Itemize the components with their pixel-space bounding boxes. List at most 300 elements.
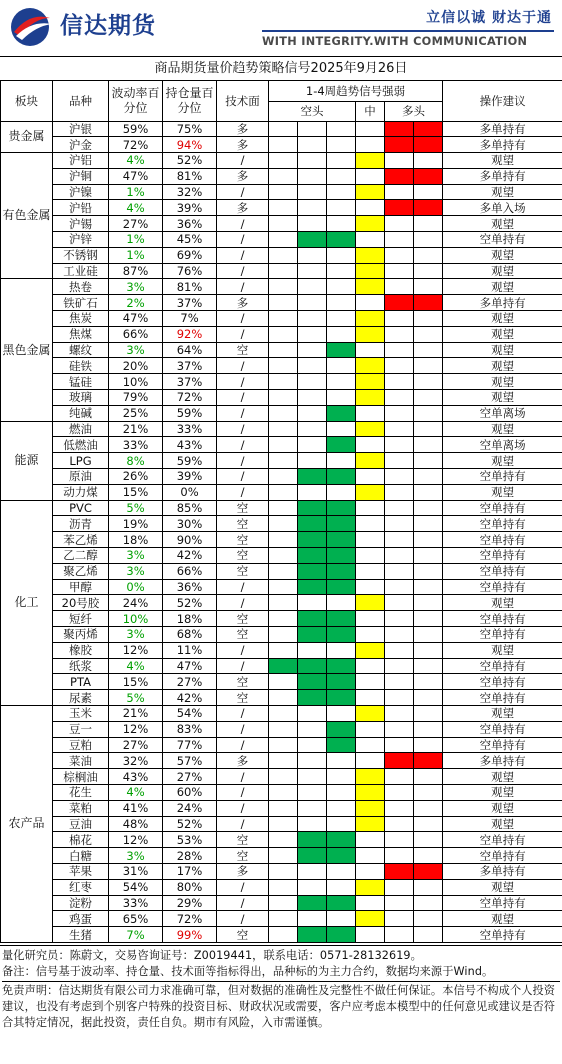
disclaimer: 免责声明：信达期货有限公司力求准确可靠，但对数据的准确性及完整性不做任何保证。本信号不构成个人投资建议，也没有考虑到个别客户特殊的投资目标、财政状况或需要，客户应考虑本模型中的任何意见或建议是否符合其特定情况，据此投资，责任自负。期市有风险，入市需谨慎。	[2, 981, 560, 1031]
operation-advice: 空单持有	[443, 469, 562, 485]
signal-cell	[327, 548, 356, 564]
signal-cell	[327, 611, 356, 627]
open-interest-percentile: 37%	[163, 295, 217, 311]
signal-cell	[327, 832, 356, 848]
open-interest-percentile: 37%	[163, 358, 217, 374]
signal-cell	[327, 358, 356, 374]
signal-cell	[385, 895, 414, 911]
signal-cell	[356, 532, 385, 548]
volatility-percentile: 21%	[109, 705, 163, 721]
signal-cell	[356, 453, 385, 469]
open-interest-percentile: 0%	[163, 484, 217, 500]
signal-cell	[269, 137, 298, 153]
table-row	[1, 437, 562, 453]
signal-cell	[385, 658, 414, 674]
technical-signal: 空	[217, 611, 269, 627]
signal-cell	[356, 168, 385, 184]
signal-cell	[385, 279, 414, 295]
volatility-percentile: 12%	[109, 832, 163, 848]
open-interest-percentile: 52%	[163, 153, 217, 169]
operation-advice: 观望	[443, 247, 562, 263]
signal-cell	[298, 563, 327, 579]
company-logo-icon	[6, 6, 54, 48]
volatility-percentile: 20%	[109, 358, 163, 374]
operation-advice: 观望	[443, 311, 562, 327]
sector-name: 黑色金属	[1, 279, 53, 421]
signal-cell	[356, 500, 385, 516]
open-interest-percentile: 11%	[163, 642, 217, 658]
product-name: 菜粕	[53, 800, 109, 816]
product-name: 沪锡	[53, 216, 109, 232]
signal-cell	[298, 469, 327, 485]
signal-cell	[298, 247, 327, 263]
table-row	[1, 769, 562, 785]
volatility-percentile: 7%	[109, 927, 163, 943]
signal-cell	[298, 153, 327, 169]
operation-advice: 空单离场	[443, 405, 562, 421]
signal-cell	[327, 690, 356, 706]
signal-cell	[298, 311, 327, 327]
signal-cell	[269, 737, 298, 753]
sector-name: 贵金属	[1, 121, 53, 153]
slogan-cn: 立信以诚 财达于通	[426, 10, 552, 26]
product-name: 沪铝	[53, 153, 109, 169]
signal-cell	[327, 705, 356, 721]
technical-signal: /	[217, 453, 269, 469]
product-name: 沪铜	[53, 168, 109, 184]
signal-cell	[269, 595, 298, 611]
signal-cell	[385, 453, 414, 469]
signal-cell	[298, 848, 327, 864]
volatility-percentile: 65%	[109, 911, 163, 927]
operation-advice: 空单持有	[443, 563, 562, 579]
signal-cell	[385, 737, 414, 753]
product-name: 苹果	[53, 863, 109, 879]
open-interest-percentile: 68%	[163, 627, 217, 643]
table-row	[1, 563, 562, 579]
signal-cell	[327, 879, 356, 895]
signal-cell	[269, 848, 298, 864]
operation-advice: 观望	[443, 153, 562, 169]
technical-signal: /	[217, 184, 269, 200]
signal-cell	[298, 627, 327, 643]
table-row	[1, 358, 562, 374]
signal-cell	[385, 690, 414, 706]
operation-advice: 观望	[443, 879, 562, 895]
open-interest-percentile: 18%	[163, 611, 217, 627]
open-interest-percentile: 27%	[163, 674, 217, 690]
volatility-percentile: 3%	[109, 627, 163, 643]
signal-cell	[385, 642, 414, 658]
signal-cell	[385, 848, 414, 864]
signal-cell	[298, 216, 327, 232]
volatility-percentile: 3%	[109, 279, 163, 295]
operation-advice: 观望	[443, 421, 562, 437]
technical-signal: /	[217, 784, 269, 800]
header-volatility: 波动率百分位	[109, 81, 163, 121]
open-interest-percentile: 92%	[163, 326, 217, 342]
signal-cell	[269, 279, 298, 295]
technical-signal: /	[217, 311, 269, 327]
header-signal-mid: 中	[356, 101, 385, 121]
signal-cell	[298, 342, 327, 358]
operation-advice: 多单持有	[443, 121, 562, 137]
signal-cell	[327, 674, 356, 690]
open-interest-percentile: 59%	[163, 453, 217, 469]
volatility-percentile: 27%	[109, 216, 163, 232]
signal-cell	[269, 927, 298, 943]
product-name: 原油	[53, 469, 109, 485]
signal-cell	[385, 927, 414, 943]
table-row	[1, 153, 562, 169]
signal-cell	[414, 216, 443, 232]
operation-advice: 多单入场	[443, 200, 562, 216]
signal-table	[0, 81, 562, 943]
operation-advice: 观望	[443, 390, 562, 406]
product-name: 沪金	[53, 137, 109, 153]
researcher-info: 量化研究员：陈蔚文，交易咨询证号：Z0019441，联系电话：0571-28132619。	[2, 949, 422, 962]
signal-cell	[298, 168, 327, 184]
signal-cell	[327, 816, 356, 832]
signal-cell	[327, 927, 356, 943]
operation-advice: 多单持有	[443, 863, 562, 879]
signal-cell	[269, 674, 298, 690]
open-interest-percentile: 69%	[163, 247, 217, 263]
signal-cell	[327, 642, 356, 658]
operation-advice: 空单持有	[443, 674, 562, 690]
volatility-percentile: 12%	[109, 721, 163, 737]
technical-signal: 空	[217, 532, 269, 548]
product-name: 聚乙烯	[53, 563, 109, 579]
signal-cell	[327, 532, 356, 548]
volatility-percentile: 19%	[109, 516, 163, 532]
signal-cell	[385, 627, 414, 643]
signal-cell	[327, 469, 356, 485]
signal-cell	[385, 153, 414, 169]
signal-cell	[327, 595, 356, 611]
table-row	[1, 390, 562, 406]
signal-cell	[298, 232, 327, 248]
open-interest-percentile: 42%	[163, 548, 217, 564]
signal-cell	[327, 627, 356, 643]
open-interest-percentile: 85%	[163, 500, 217, 516]
volatility-percentile: 4%	[109, 153, 163, 169]
table-row	[1, 595, 562, 611]
signal-cell	[356, 326, 385, 342]
signal-cell	[356, 358, 385, 374]
signal-cell	[414, 627, 443, 643]
technical-signal: 空	[217, 848, 269, 864]
signal-cell	[385, 469, 414, 485]
signal-cell	[327, 911, 356, 927]
table-row	[1, 705, 562, 721]
signal-cell	[298, 532, 327, 548]
signal-cell	[269, 579, 298, 595]
signal-cell	[269, 611, 298, 627]
technical-signal: /	[217, 421, 269, 437]
signal-cell	[414, 279, 443, 295]
signal-cell	[385, 421, 414, 437]
signal-cell	[414, 326, 443, 342]
signal-cell	[327, 263, 356, 279]
open-interest-percentile: 52%	[163, 816, 217, 832]
signal-cell	[414, 690, 443, 706]
sector-name: 能源	[1, 421, 53, 500]
signal-cell	[385, 232, 414, 248]
product-name: 生猪	[53, 927, 109, 943]
signal-cell	[385, 816, 414, 832]
signal-cell	[298, 674, 327, 690]
table-row	[1, 721, 562, 737]
signal-cell	[414, 769, 443, 785]
signal-cell	[385, 832, 414, 848]
signal-cell	[298, 421, 327, 437]
signal-cell	[327, 453, 356, 469]
signal-report	[0, 56, 562, 943]
sector-name: 有色金属	[1, 153, 53, 279]
table-row	[1, 500, 562, 516]
signal-cell	[298, 658, 327, 674]
operation-advice: 观望	[443, 705, 562, 721]
open-interest-percentile: 29%	[163, 895, 217, 911]
signal-cell	[414, 611, 443, 627]
open-interest-percentile: 94%	[163, 137, 217, 153]
product-name: PVC	[53, 500, 109, 516]
signal-cell	[385, 516, 414, 532]
signal-cell	[356, 247, 385, 263]
product-name: PTA	[53, 674, 109, 690]
operation-advice: 观望	[443, 911, 562, 927]
open-interest-percentile: 45%	[163, 232, 217, 248]
signal-cell	[269, 690, 298, 706]
open-interest-percentile: 59%	[163, 405, 217, 421]
signal-cell	[385, 911, 414, 927]
technical-signal: /	[217, 658, 269, 674]
signal-cell	[414, 153, 443, 169]
technical-signal: /	[217, 437, 269, 453]
signal-cell	[327, 405, 356, 421]
signal-cell	[385, 800, 414, 816]
signal-cell	[327, 579, 356, 595]
signal-cell	[414, 421, 443, 437]
signal-cell	[269, 326, 298, 342]
signal-cell	[356, 737, 385, 753]
signal-cell	[269, 358, 298, 374]
signal-cell	[327, 326, 356, 342]
signal-cell	[298, 816, 327, 832]
signal-cell	[414, 137, 443, 153]
volatility-percentile: 66%	[109, 326, 163, 342]
signal-cell	[385, 247, 414, 263]
table-row	[1, 658, 562, 674]
brand-name: 信达期货	[60, 13, 156, 39]
signal-cell	[385, 879, 414, 895]
signal-cell	[356, 279, 385, 295]
signal-cell	[385, 532, 414, 548]
table-row	[1, 816, 562, 832]
product-name: 硅铁	[53, 358, 109, 374]
signal-cell	[298, 326, 327, 342]
operation-advice: 空单持有	[443, 532, 562, 548]
signal-cell	[327, 895, 356, 911]
signal-cell	[385, 121, 414, 137]
operation-advice: 观望	[443, 484, 562, 500]
signal-cell	[414, 658, 443, 674]
signal-cell	[414, 832, 443, 848]
signal-cell	[269, 311, 298, 327]
table-row	[1, 627, 562, 643]
technical-signal: /	[217, 279, 269, 295]
signal-cell	[414, 437, 443, 453]
signal-cell	[356, 548, 385, 564]
sector-name: 农产品	[1, 705, 53, 942]
header-signal: 1-4周趋势信号强弱	[269, 81, 443, 101]
signal-cell	[298, 800, 327, 816]
signal-cell	[414, 484, 443, 500]
signal-cell	[327, 500, 356, 516]
open-interest-percentile: 77%	[163, 737, 217, 753]
signal-cell	[414, 405, 443, 421]
signal-cell	[269, 658, 298, 674]
technical-signal: /	[217, 705, 269, 721]
header-signal-long: 多头	[385, 101, 443, 121]
signal-cell	[269, 769, 298, 785]
operation-advice: 空单持有	[443, 690, 562, 706]
operation-advice: 多单持有	[443, 168, 562, 184]
signal-cell	[414, 200, 443, 216]
signal-cell	[269, 200, 298, 216]
table-row	[1, 326, 562, 342]
signal-cell	[414, 595, 443, 611]
signal-cell	[269, 405, 298, 421]
product-name: 螺纹	[53, 342, 109, 358]
open-interest-percentile: 66%	[163, 563, 217, 579]
volatility-percentile: 32%	[109, 753, 163, 769]
signal-cell	[327, 168, 356, 184]
operation-advice: 多单持有	[443, 137, 562, 153]
signal-cell	[298, 358, 327, 374]
table-row	[1, 579, 562, 595]
product-name: 工业硅	[53, 263, 109, 279]
volatility-percentile: 4%	[109, 200, 163, 216]
table-row	[1, 279, 562, 295]
signal-cell	[385, 137, 414, 153]
signal-cell	[269, 453, 298, 469]
signal-cell	[298, 263, 327, 279]
table-row	[1, 342, 562, 358]
product-name: 苯乙烯	[53, 532, 109, 548]
signal-cell	[269, 437, 298, 453]
signal-cell	[327, 516, 356, 532]
table-row	[1, 184, 562, 200]
signal-cell	[385, 863, 414, 879]
signal-cell	[269, 753, 298, 769]
technical-signal: 空	[217, 674, 269, 690]
signal-cell	[356, 484, 385, 500]
open-interest-percentile: 7%	[163, 311, 217, 327]
product-name: 沥青	[53, 516, 109, 532]
signal-cell	[414, 516, 443, 532]
technical-signal: /	[217, 232, 269, 248]
open-interest-percentile: 81%	[163, 279, 217, 295]
operation-advice: 空单持有	[443, 848, 562, 864]
signal-cell	[385, 753, 414, 769]
signal-cell	[327, 721, 356, 737]
signal-cell	[298, 184, 327, 200]
signal-cell	[414, 453, 443, 469]
volatility-percentile: 4%	[109, 658, 163, 674]
signal-cell	[298, 611, 327, 627]
product-name: 红枣	[53, 879, 109, 895]
table-row	[1, 121, 562, 137]
table-row	[1, 800, 562, 816]
signal-cell	[298, 484, 327, 500]
product-name: 沪铅	[53, 200, 109, 216]
product-name: 豆油	[53, 816, 109, 832]
open-interest-percentile: 52%	[163, 595, 217, 611]
table-row	[1, 168, 562, 184]
product-name: LPG	[53, 453, 109, 469]
table-row	[1, 895, 562, 911]
signal-cell	[269, 247, 298, 263]
product-name: 锰硅	[53, 374, 109, 390]
signal-cell	[356, 295, 385, 311]
signal-cell	[414, 469, 443, 485]
operation-advice: 空单持有	[443, 548, 562, 564]
signal-cell	[298, 895, 327, 911]
technical-signal: /	[217, 579, 269, 595]
volatility-percentile: 31%	[109, 863, 163, 879]
table-row	[1, 879, 562, 895]
product-name: 焦煤	[53, 326, 109, 342]
signal-cell	[269, 800, 298, 816]
operation-advice: 空单持有	[443, 927, 562, 943]
volatility-percentile: 3%	[109, 342, 163, 358]
signal-cell	[327, 137, 356, 153]
signal-cell	[414, 295, 443, 311]
signal-cell	[298, 721, 327, 737]
signal-cell	[269, 168, 298, 184]
signal-cell	[385, 705, 414, 721]
table-row	[1, 200, 562, 216]
signal-cell	[327, 342, 356, 358]
volatility-percentile: 25%	[109, 405, 163, 421]
signal-cell	[356, 627, 385, 643]
signal-cell	[356, 232, 385, 248]
signal-cell	[327, 374, 356, 390]
signal-cell	[414, 374, 443, 390]
signal-cell	[356, 769, 385, 785]
product-name: 玉米	[53, 705, 109, 721]
technical-signal: /	[217, 390, 269, 406]
technical-signal: 多	[217, 200, 269, 216]
open-interest-percentile: 37%	[163, 374, 217, 390]
signal-cell	[327, 279, 356, 295]
signal-cell	[327, 437, 356, 453]
signal-cell	[414, 390, 443, 406]
signal-cell	[356, 690, 385, 706]
volatility-percentile: 54%	[109, 879, 163, 895]
signal-cell	[269, 216, 298, 232]
signal-cell	[269, 911, 298, 927]
signal-cell	[385, 674, 414, 690]
signal-cell	[327, 232, 356, 248]
volatility-percentile: 1%	[109, 247, 163, 263]
table-row	[1, 263, 562, 279]
product-name: 沪银	[53, 121, 109, 137]
signal-cell	[356, 390, 385, 406]
table-row	[1, 405, 562, 421]
